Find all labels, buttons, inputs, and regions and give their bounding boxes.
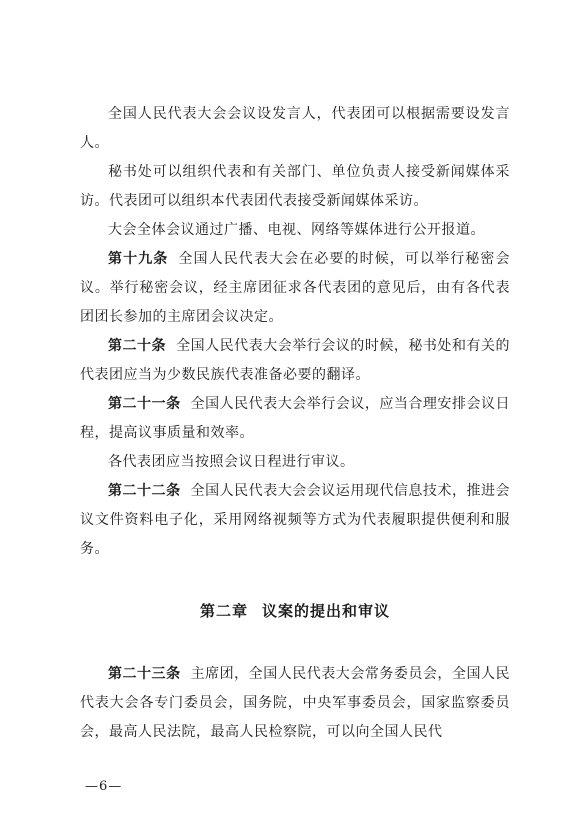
paragraph-text: 全国人民代表大会举行会议的时候，秘书处和有关的代表团应当为少数民族代表准备必要的翻译。 xyxy=(80,338,510,383)
page-number: —6— xyxy=(85,779,123,794)
paragraph xyxy=(80,390,510,448)
article-number: 第二十条 xyxy=(108,338,167,354)
paragraph-text: 全国人民代表大会在必要的时候，可以举行秘密会议。举行秘密会议，经主席团征求各代表团的意见后，由有各代表团团长参加的主席团会议决定。 xyxy=(80,251,511,325)
document-body xyxy=(80,100,510,747)
paragraph xyxy=(80,660,510,747)
paragraphs-before-chapter xyxy=(80,100,510,564)
paragraph xyxy=(80,216,510,245)
article-number: 第十九条 xyxy=(108,251,169,267)
paragraph-text: 全国人民代表大会会议运用现代信息技术，推进会议文件资料电子化，采用网络视频等方式为代表履职提供便利和服务。 xyxy=(80,483,511,557)
paragraph xyxy=(80,245,510,332)
article-number: 第二十三条 xyxy=(108,666,181,682)
paragraph-text: 主席团，全国人民代表大会常务委员会，全国人民代表大会各专门委员会，国务院，中央军事委员会，国家监察委员会，最高人民法院，最高人民检察院，可以向全国人民代 xyxy=(80,666,511,740)
chapter-title: 议案的提出和审议 xyxy=(262,602,391,620)
paragraph-text: 全国人民代表大会举行会议，应当合理安排会议日程，提高议事质量和效率。 xyxy=(80,396,511,441)
paragraph-text: 全国人民代表大会会议设发言人，代表团可以根据需要设发言人。 xyxy=(80,106,510,151)
paragraph xyxy=(80,448,510,477)
chapter-heading xyxy=(80,600,510,622)
paragraph-text: 各代表团应当按照会议日程进行审议。 xyxy=(108,454,355,470)
chapter-number: 第二章 xyxy=(199,602,248,620)
paragraph-text: 大会全体会议通过广播、电视、网络等媒体进行公开报道。 xyxy=(108,222,485,238)
paragraph xyxy=(80,158,510,216)
paragraph-text: 秘书处可以组织代表和有关部门、单位负责人接受新闻媒体采访。代表团可以组织本代表团代表接受新闻媒体采访。 xyxy=(80,164,510,209)
paragraph xyxy=(80,100,510,158)
paragraph xyxy=(80,477,510,564)
article-number: 第二十一条 xyxy=(108,396,181,412)
paragraph xyxy=(80,332,510,390)
article-number: 第二十二条 xyxy=(108,483,181,499)
paragraphs-after-chapter xyxy=(80,660,510,747)
